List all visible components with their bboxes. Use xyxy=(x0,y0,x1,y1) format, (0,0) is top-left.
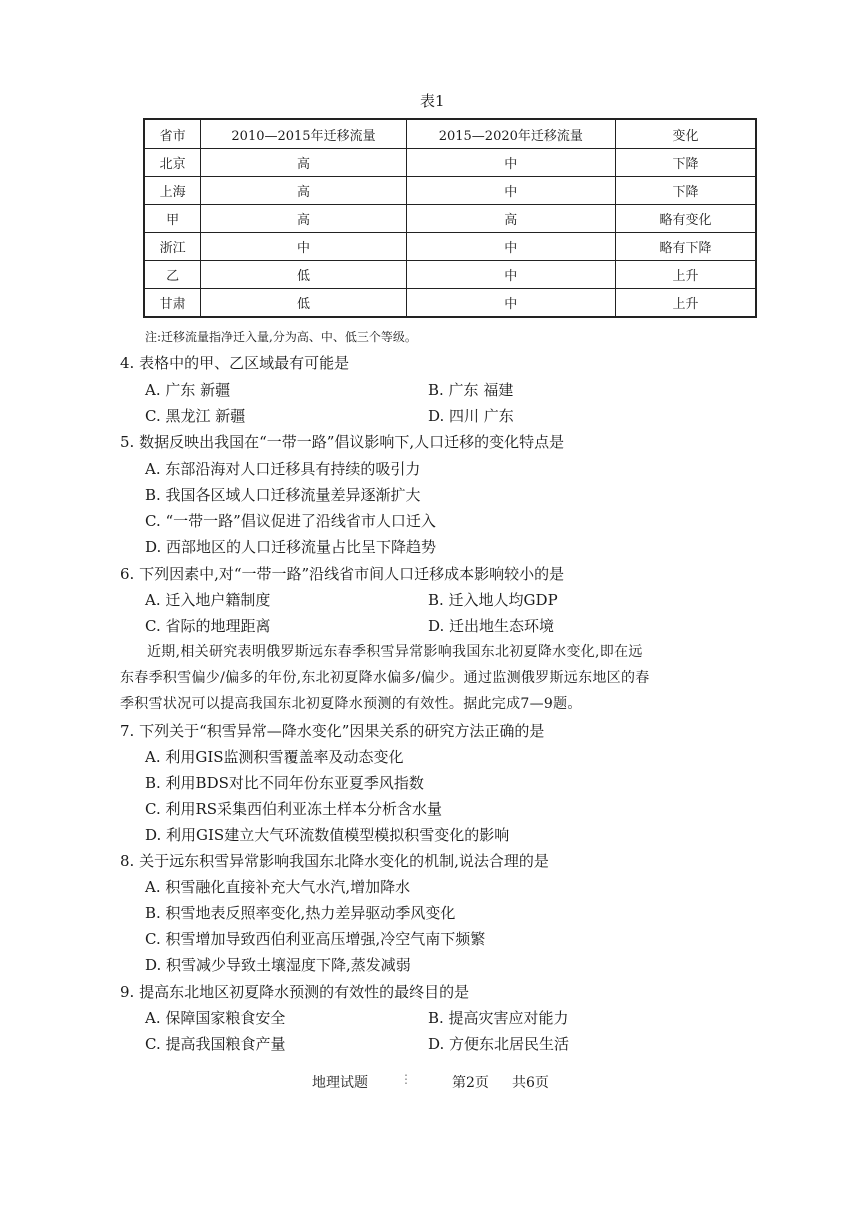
question-9-option-c: C. 提高我国粮食产量 xyxy=(145,1035,286,1053)
cell-change: 上升 xyxy=(615,261,756,289)
cell-flow-2015: 高 xyxy=(406,205,615,233)
cell-province: 北京 xyxy=(144,149,201,177)
question-8-option-b: B. 积雪地表反照率变化,热力差异驱动季风变化 xyxy=(145,904,456,922)
cell-change: 略有变化 xyxy=(615,205,756,233)
question-9-option-d: D. 方便东北居民生活 xyxy=(428,1035,570,1053)
cell-province: 浙江 xyxy=(144,233,201,261)
question-6-option-c: C. 省际的地理距离 xyxy=(145,617,271,635)
cell-province: 甘肃 xyxy=(144,289,201,318)
cell-change: 下降 xyxy=(615,177,756,205)
question-5-option-c: C. “一带一路”倡议促进了沿线省市人口迁入 xyxy=(145,512,436,530)
cell-flow-2010: 高 xyxy=(201,177,406,205)
table-header-row xyxy=(144,119,756,149)
passage-line-2: 东春季积雪偏少/偏多的年份,东北初夏降水偏多/偏少。通过监测俄罗斯远东地区的春 xyxy=(120,670,650,686)
question-9-option-b: B. 提高灾害应对能力 xyxy=(428,1009,569,1027)
table-caption: 表1 xyxy=(420,92,445,110)
footer-subject: 地理试题 xyxy=(312,1075,368,1091)
question-4-option-c: C. 黑龙江 新疆 xyxy=(145,407,246,425)
passage-line-1: 近期,相关研究表明俄罗斯远东春季积雪异常影响我国东北初夏降水变化,即在远 xyxy=(147,644,643,660)
header-2010-2015: 2010—2015年迁移流量 xyxy=(201,119,406,149)
question-7-option-b: B. 利用BDS对比不同年份东亚夏季风指数 xyxy=(145,774,424,792)
cell-flow-2015: 中 xyxy=(406,289,615,318)
table-row xyxy=(144,261,756,289)
footer-total-pages: 共6页 xyxy=(512,1075,549,1091)
question-6-option-d: D. 迁出地生态环境 xyxy=(428,617,555,635)
passage-line-3: 季积雪状况可以提高我国东北初夏降水预测的有效性。据此完成7—9题。 xyxy=(120,696,582,712)
question-6-option-a: A. 迁入地户籍制度 xyxy=(145,591,271,609)
question-5-stem: 5. 数据反映出我国在“一带一路”倡议影响下,人口迁移的变化特点是 xyxy=(120,433,565,451)
migration-table xyxy=(143,118,757,318)
cell-flow-2015: 中 xyxy=(406,177,615,205)
question-6-stem: 6. 下列因素中,对“一带一路”沿线省市间人口迁移成本影响较小的是 xyxy=(120,565,565,583)
cell-province: 上海 xyxy=(144,177,201,205)
cell-flow-2015: 中 xyxy=(406,149,615,177)
table-note: 注:迁移流量指净迁入量,分为高、中、低三个等级。 xyxy=(145,330,417,344)
question-8-stem: 8. 关于远东积雪异常影响我国东北降水变化的机制,说法合理的是 xyxy=(120,852,549,870)
cell-province: 甲 xyxy=(144,205,201,233)
cell-flow-2010: 高 xyxy=(201,149,406,177)
question-5-option-b: B. 我国各区域人口迁移流量差异逐渐扩大 xyxy=(145,486,421,504)
footer-page-number: 第2页 xyxy=(452,1075,489,1091)
header-change: 变化 xyxy=(615,119,756,149)
question-5-option-d: D. 西部地区的人口迁移流量占比呈下降趋势 xyxy=(145,538,437,556)
question-7-stem: 7. 下列关于“积雪异常—降水变化”因果关系的研究方法正确的是 xyxy=(120,722,545,740)
question-9-stem: 9. 提高东北地区初夏降水预测的有效性的最终目的是 xyxy=(120,983,470,1001)
cell-flow-2010: 中 xyxy=(201,233,406,261)
table-row xyxy=(144,205,756,233)
cell-province: 乙 xyxy=(144,261,201,289)
footer-separator: ⋮ xyxy=(400,1072,412,1086)
cell-flow-2010: 低 xyxy=(201,261,406,289)
question-6-option-b: B. 迁入地人均GDP xyxy=(428,591,558,609)
header-province: 省市 xyxy=(144,119,201,149)
question-4-stem: 4. 表格中的甲、乙区域最有可能是 xyxy=(120,354,350,372)
question-5-option-a: A. 东部沿海对人口迁移具有持续的吸引力 xyxy=(145,460,421,478)
question-7-option-c: C. 利用RS采集西伯利亚冻土样本分析含水量 xyxy=(145,800,443,818)
question-4-option-d: D. 四川 广东 xyxy=(428,407,514,425)
table-row xyxy=(144,289,756,318)
cell-change: 上升 xyxy=(615,289,756,318)
question-7-option-d: D. 利用GIS建立大气环流数值模型模拟积雪变化的影响 xyxy=(145,826,510,844)
cell-flow-2015: 中 xyxy=(406,261,615,289)
question-9-option-a: A. 保障国家粮食安全 xyxy=(145,1009,286,1027)
question-8-option-d: D. 积雪减少导致土壤湿度下降,蒸发减弱 xyxy=(145,956,411,974)
table-row xyxy=(144,149,756,177)
question-4-option-b: B. 广东 福建 xyxy=(428,381,514,399)
question-7-option-a: A. 利用GIS监测积雪覆盖率及动态变化 xyxy=(145,748,404,766)
cell-flow-2010: 低 xyxy=(201,289,406,318)
table-row xyxy=(144,177,756,205)
header-2015-2020: 2015—2020年迁移流量 xyxy=(406,119,615,149)
cell-flow-2010: 高 xyxy=(201,205,406,233)
question-8-option-c: C. 积雪增加导致西伯利亚高压增强,冷空气南下频繁 xyxy=(145,930,486,948)
cell-flow-2015: 中 xyxy=(406,233,615,261)
cell-change: 下降 xyxy=(615,149,756,177)
question-4-option-a: A. 广东 新疆 xyxy=(145,381,231,399)
question-8-option-a: A. 积雪融化直接补充大气水汽,增加降水 xyxy=(145,878,411,896)
cell-change: 略有下降 xyxy=(615,233,756,261)
table-row xyxy=(144,233,756,261)
